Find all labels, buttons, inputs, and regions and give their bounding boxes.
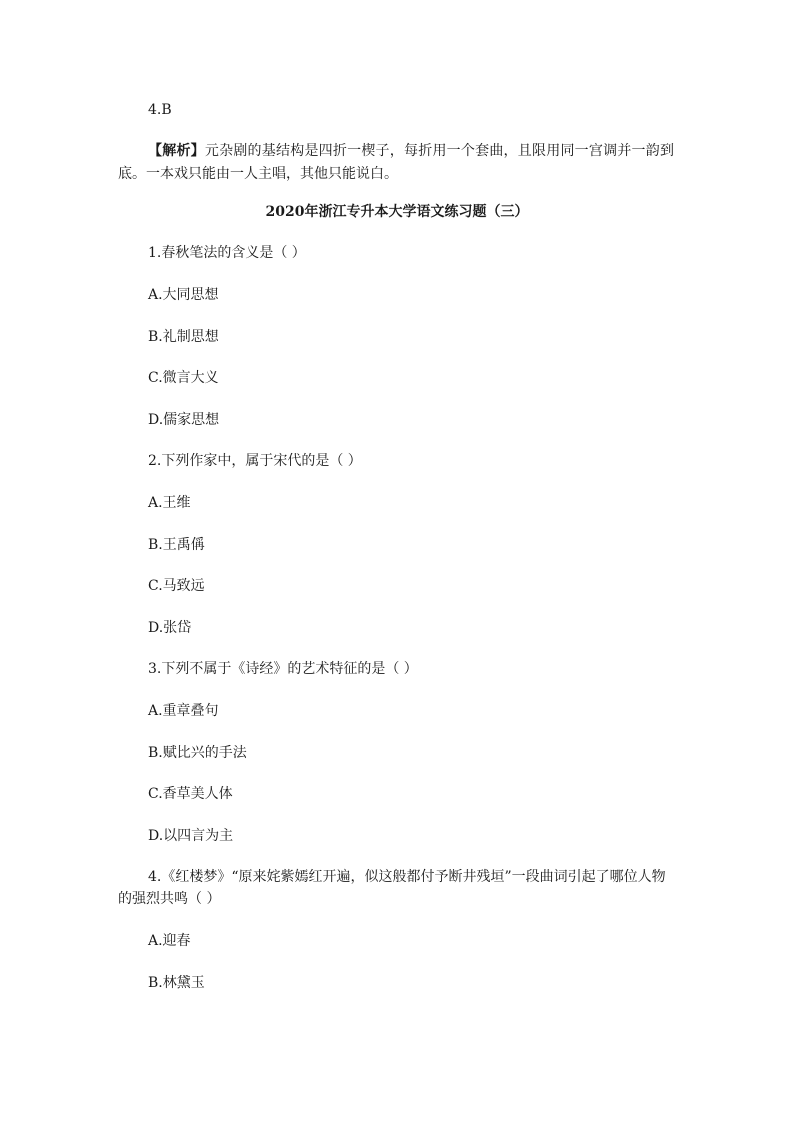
section-title: 2020年浙江专升本大学语文练习题（三）	[265, 204, 529, 220]
analysis-tag: 【解析】	[148, 143, 205, 159]
question-2-option-a: A.王维	[148, 495, 191, 511]
analysis-text: 元杂剧的基结构是四折一楔子，每折用一个套曲，且限用同一宫调并一韵到底。一本戏只能由一人主唱，其他只能说白。	[118, 143, 674, 182]
question-2-option-d: D.张岱	[148, 620, 192, 636]
question-3-option-a: A.重章叠句	[148, 703, 219, 719]
question-1-stem: 1.春秋笔法的含义是（ ）	[148, 245, 306, 261]
question-2-stem: 2.下列作家中，属于宋代的是（ ）	[148, 453, 362, 469]
question-3-option-b: B.赋比兴的手法	[148, 745, 247, 761]
question-1-option-a: A.大同思想	[148, 287, 219, 303]
question-4-option-a: A.迎春	[148, 933, 191, 949]
question-4-stem: 4.《红楼梦》“原来姹紫嫣红开遍，似这般都付予断井残垣”一段曲词引起了哪位人物的强烈共鸣（ ）	[118, 869, 666, 907]
question-2-option-b: B.王禹偁	[148, 537, 205, 553]
question-1-option-b: B.礼制思想	[148, 329, 219, 345]
previous-answer: 4.B	[148, 102, 172, 118]
question-3-stem: 3.下列不属于《诗经》的艺术特征的是（ ）	[148, 661, 418, 677]
question-3-option-c: C.香草美人体	[148, 786, 233, 802]
question-1-option-c: C.微言大义	[148, 370, 219, 386]
question-3-option-d: D.以四言为主	[148, 828, 234, 844]
question-1-option-d: D.儒家思想	[148, 412, 220, 428]
question-2-option-c: C.马致远	[148, 578, 205, 594]
analysis-paragraph	[118, 140, 674, 186]
question-4-option-b: B.林黛玉	[148, 975, 205, 991]
